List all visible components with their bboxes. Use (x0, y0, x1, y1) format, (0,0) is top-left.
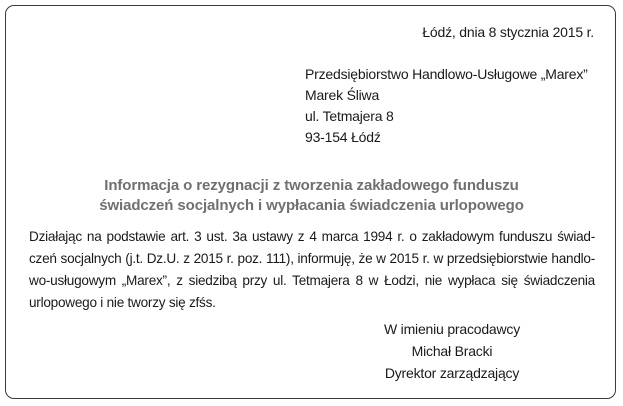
recipient-address (305, 64, 588, 148)
signature-role: Dyrektor zarządzający (384, 365, 520, 381)
body-line-2: czeń socjalnych (j.t. Dz.U. z 2015 r. poz. 111), informuję, że w 2015 r. w przedsiębiorstwie handlo- (29, 251, 595, 266)
body-line-4: urlopowego i nie tworzy się zfśs. (29, 295, 216, 310)
signature-block (357, 318, 547, 384)
recipient-person: Marek Śliwa (305, 87, 380, 103)
date-line: Łódź, dnia 8 stycznia 2015 r. (422, 24, 594, 40)
title-line-2: świadczeń socjalnych i wypłacania świadczenia urlopowego (99, 197, 524, 214)
document-title (0, 176, 623, 216)
recipient-company: Przedsiębiorstwo Handlowo-Usługowe „Marex” (305, 66, 588, 82)
signature-name: Michał Bracki (411, 343, 493, 359)
title-line-1: Informacja o rezygnacji z tworzenia zakładowego funduszu (104, 177, 519, 194)
recipient-city: 93-154 Łódź (305, 129, 381, 145)
body-paragraph (29, 226, 595, 314)
body-line-3: wo-usługowym „Marex”, z siedzibą przy ul. Tetmajera 8 w Łodzi, nie wypłaca się świadczenia (29, 273, 595, 288)
body-line-1: Działając na podstawie art. 3 ust. 3a ustawy z 4 marca 1994 r. o zakładowym funduszu świad- (29, 229, 595, 244)
signature-on-behalf: W imieniu pracodawcy (383, 321, 521, 337)
recipient-street: ul. Tetmajera 8 (305, 108, 394, 124)
